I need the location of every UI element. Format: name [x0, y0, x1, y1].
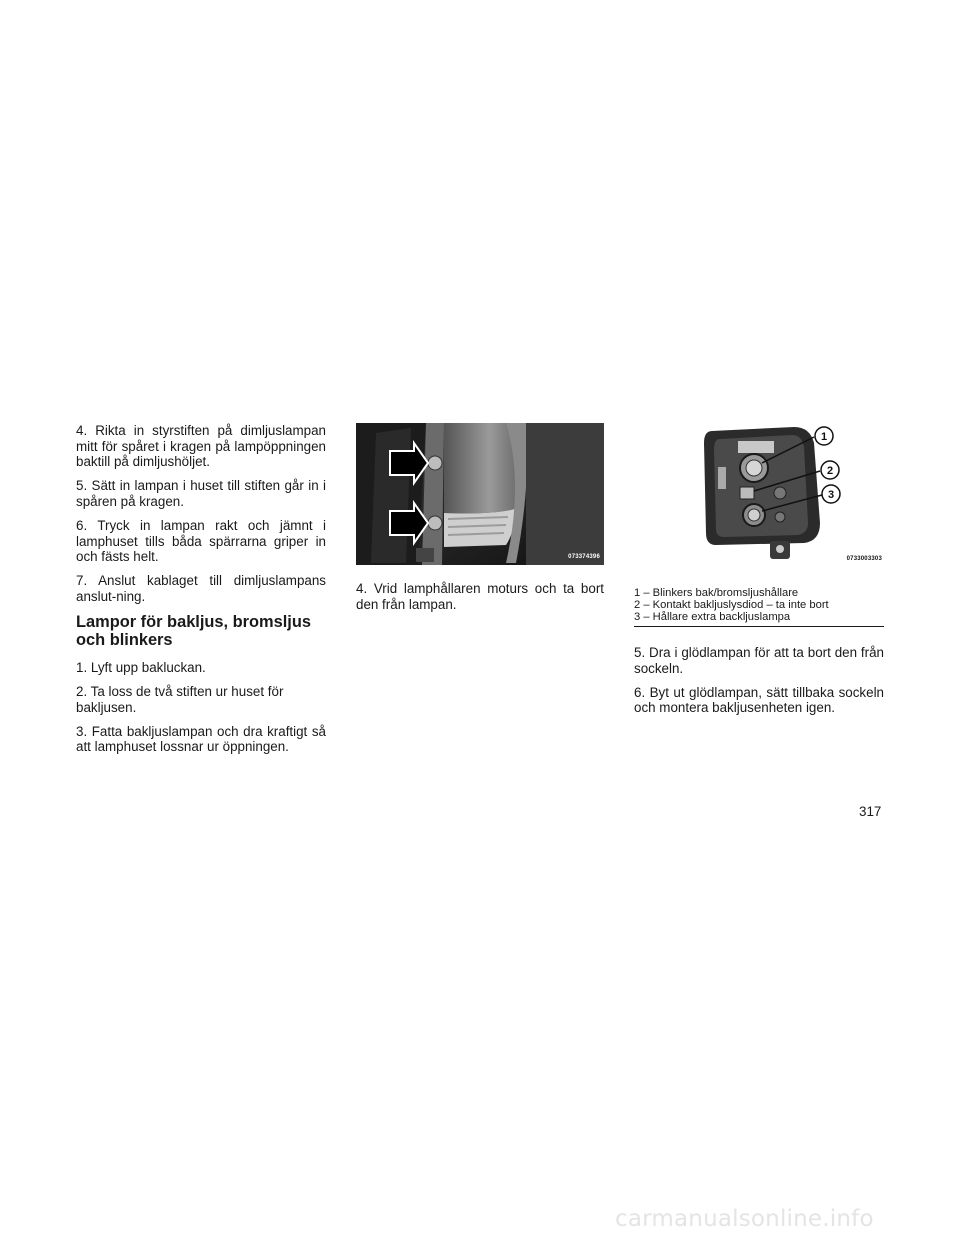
tail-step-3: 3. Fatta bakljuslampan och dra kraftigt så att lamphuset lossnar ur öppningen.	[76, 723, 326, 755]
figure-lamp-holder-diagram	[634, 423, 884, 565]
callout-1: 1	[820, 431, 828, 443]
lamp-holder-illustration	[634, 423, 884, 565]
tail-step-4: 4. Vrid lamphållaren moturs och ta bort den från lampan.	[356, 581, 604, 612]
legend-item-1: 1 – Blinkers bak/bromsljushållare	[634, 587, 799, 599]
right-column	[634, 645, 884, 724]
figure-tail-lamp-photo	[356, 423, 604, 565]
section-heading: Lampor för bakljus, bromsljus och blinkers	[76, 612, 311, 649]
left-column	[76, 423, 326, 763]
fog-step-4: 4. Rikta in styrstiften på dimljuslampan mitt för spåret i kragen på lampöppningen baktill på dimljushöljet.	[76, 423, 326, 470]
figure-legend	[634, 587, 884, 627]
middle-column	[356, 581, 604, 621]
figure2-code: 0733003303	[846, 556, 882, 562]
tail-lamp-illustration	[356, 423, 604, 565]
fog-step-5: 5. Sätt in lampan i huset till stiften går in i spåren på kragen.	[76, 478, 326, 509]
legend-item-2: 2 – Kontakt bakljuslysdiod – ta inte bort	[634, 599, 829, 611]
callout-2: 2	[826, 465, 834, 477]
legend-item-3: 3 – Hållare extra backljuslampa	[634, 611, 791, 623]
figure1-code: 073374396	[568, 554, 600, 560]
fog-step-7: 7. Anslut kablaget till dimljuslampans anslut-ning.	[76, 573, 326, 604]
tail-step-1: 1. Lyft upp bakluckan.	[76, 659, 206, 675]
page-number: 317	[859, 804, 882, 819]
tail-step-6: 6. Byt ut glödlampan, sätt tillbaka sockeln och montera bakljusenheten igen.	[634, 684, 884, 716]
watermark: carmanualsonline.info	[615, 1206, 874, 1232]
tail-step-2: 2. Ta loss de två stiften ur huset för bakljusen.	[76, 684, 284, 715]
tail-step-5: 5. Dra i glödlampan för att ta bort den från sockeln.	[634, 645, 884, 676]
callout-3: 3	[827, 489, 835, 501]
fog-step-6: 6. Tryck in lampan rakt och jämnt i lamphuset tills båda spärrarna griper in och fästs helt.	[76, 517, 326, 565]
